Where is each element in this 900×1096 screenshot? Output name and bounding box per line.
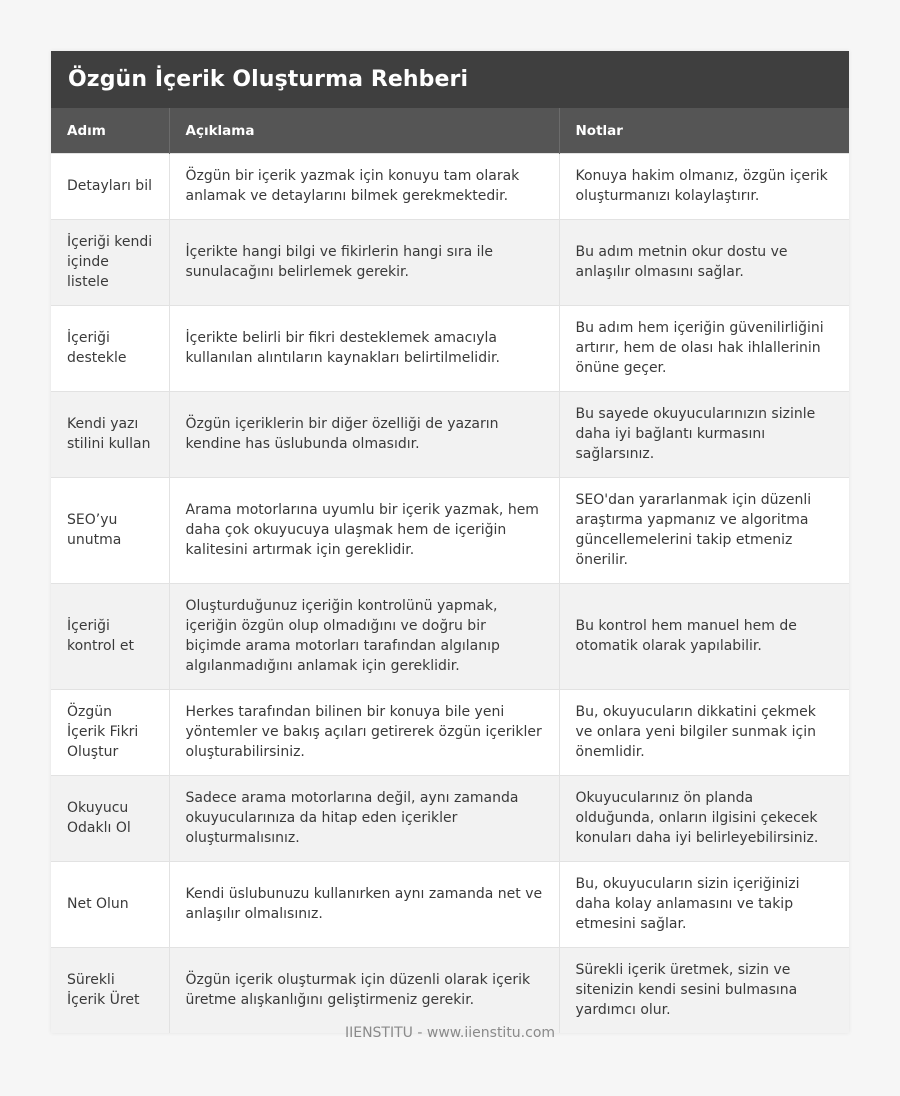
description-cell: Özgün içerik oluşturmak için düzenli olarak içerik üretme alışkanlığını geliştirmeniz gerekir.: [169, 948, 559, 1034]
step-cell: Kendi yazı stilini kullan: [51, 392, 169, 478]
description-cell: İçerikte belirli bir fikri desteklemek amacıyla kullanılan alıntıların kaynakları belirtilmelidir.: [169, 306, 559, 392]
step-cell: Net Olun: [51, 862, 169, 948]
table-row: [51, 220, 849, 306]
page-title: Özgün İçerik Oluşturma Rehberi: [68, 67, 469, 92]
notes-cell: Konuya hakim olmanız, özgün içerik oluşturmanızı kolaylaştırır.: [559, 154, 849, 220]
table-row: [51, 862, 849, 948]
step-cell: İçeriği destekle: [51, 306, 169, 392]
step-cell: Özgün İçerik Fikri Oluştur: [51, 690, 169, 776]
table-row: [51, 948, 849, 1034]
notes-cell: Bu, okuyucuların sizin içeriğinizi daha kolay anlamasını ve takip etmesini sağlar.: [559, 862, 849, 948]
description-cell: Kendi üslubunuzu kullanırken aynı zamanda net ve anlaşılır olmalısınız.: [169, 862, 559, 948]
description-cell: Herkes tarafından bilinen bir konuya bile yeni yöntemler ve bakış açıları getirerek özgün içerikler oluşturabilirsiniz.: [169, 690, 559, 776]
description-cell: Sadece arama motorlarına değil, aynı zamanda okuyucularınıza da hitap eden içerikler oluşturmalısınız.: [169, 776, 559, 862]
table-header-row: [51, 108, 849, 154]
description-cell: Özgün bir içerik yazmak için konuyu tam olarak anlamak ve detaylarını bilmek gerekmektedir.: [169, 154, 559, 220]
description-cell: İçerikte hangi bilgi ve fikirlerin hangi sıra ile sunulacağını belirlemek gerekir.: [169, 220, 559, 306]
notes-cell: SEO'dan yararlanmak için düzenli araştırma yapmanız ve algoritma güncellemelerini takip etmeniz önerilir.: [559, 478, 849, 584]
table-row: [51, 478, 849, 584]
column-header-notes: Notlar: [559, 108, 849, 154]
description-cell: Arama motorlarına uyumlu bir içerik yazmak, hem daha çok okuyucuya ulaşmak hem de içeriğin kalitesini artırmak için gereklidir.: [169, 478, 559, 584]
notes-cell: Bu kontrol hem manuel hem de otomatik olarak yapılabilir.: [559, 584, 849, 690]
table-row: [51, 306, 849, 392]
step-cell: İçeriği kontrol et: [51, 584, 169, 690]
notes-cell: Bu sayede okuyucularınızın sizinle daha iyi bağlantı kurmasını sağlarsınız.: [559, 392, 849, 478]
table-row: [51, 392, 849, 478]
column-header-description: Açıklama: [169, 108, 559, 154]
description-cell: Oluşturduğunuz içeriğin kontrolünü yapmak, içeriğin özgün olup olmadığını ve doğru bir biçimde arama motorları tarafından algılanıp algılanmadığını anlamak için gereklidir.: [169, 584, 559, 690]
step-cell: Detayları bil: [51, 154, 169, 220]
guide-table: [51, 108, 849, 1033]
step-cell: Okuyucu Odaklı Ol: [51, 776, 169, 862]
notes-cell: Sürekli içerik üretmek, sizin ve sitenizin kendi sesini bulmasına yardımcı olur.: [559, 948, 849, 1034]
notes-cell: Bu adım metnin okur dostu ve anlaşılır olmasını sağlar.: [559, 220, 849, 306]
title-bar: [51, 51, 849, 108]
notes-cell: Bu, okuyucuların dikkatini çekmek ve onlara yeni bilgiler sunmak için önemlidir.: [559, 690, 849, 776]
footer-credit: IIENSTITU - www.iienstitu.com: [344, 1025, 556, 1041]
table-row: [51, 776, 849, 862]
step-cell: SEO’yu unutma: [51, 478, 169, 584]
guide-card: [51, 51, 849, 1033]
notes-cell: Okuyucularınız ön planda olduğunda, onların ilgisini çekecek konuları daha iyi belirleyebilirsiniz.: [559, 776, 849, 862]
table-row: [51, 154, 849, 220]
table-row: [51, 690, 849, 776]
step-cell: Sürekli İçerik Üret: [51, 948, 169, 1034]
column-header-step: Adım: [51, 108, 169, 154]
table-row: [51, 584, 849, 690]
description-cell: Özgün içeriklerin bir diğer özelliği de yazarın kendine has üslubunda olmasıdır.: [169, 392, 559, 478]
notes-cell: Bu adım hem içeriğin güvenilirliğini artırır, hem de olası hak ihlallerinin önüne geçer.: [559, 306, 849, 392]
step-cell: İçeriği kendi içinde listele: [51, 220, 169, 306]
